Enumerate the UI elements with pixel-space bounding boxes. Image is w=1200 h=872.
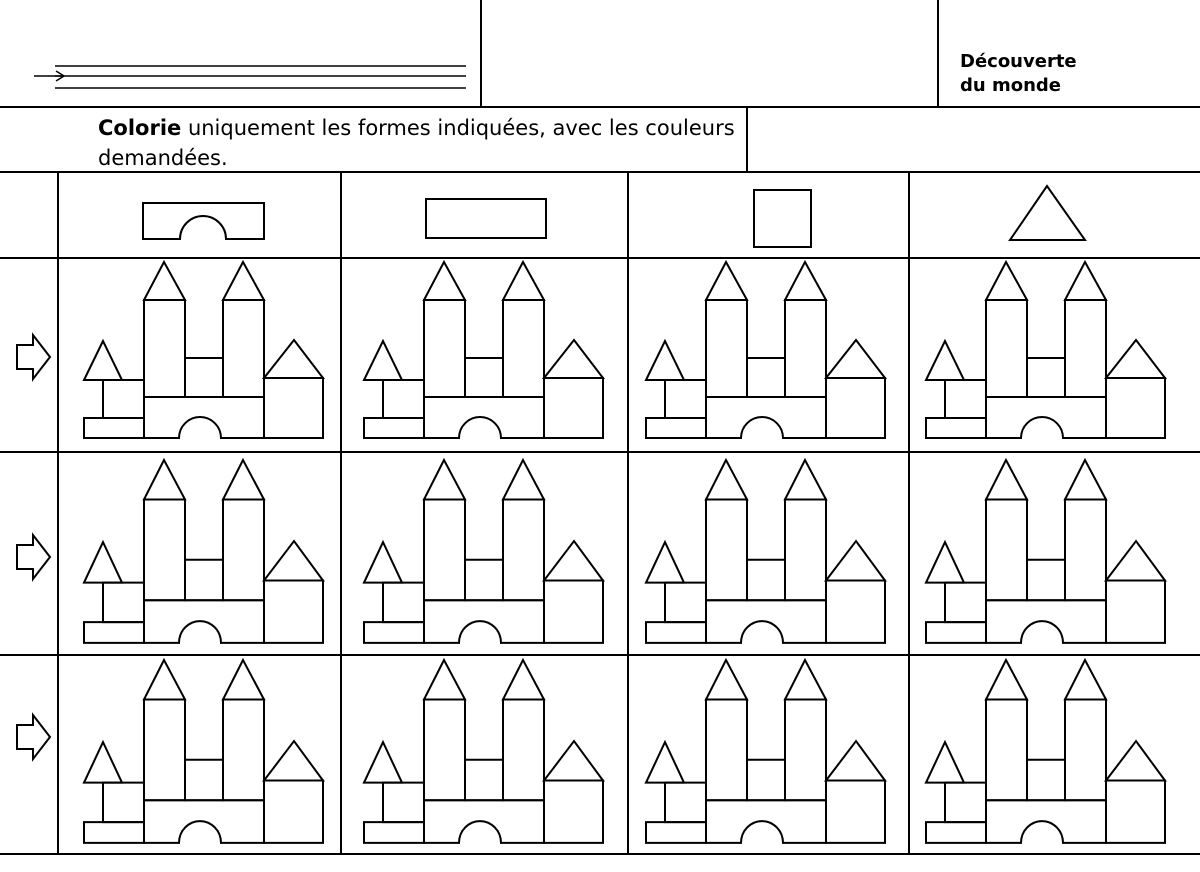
arrow-right-outline-icon [17,335,50,379]
block-castle-icon[interactable] [84,460,323,643]
block-castle-icon[interactable] [926,460,1165,643]
block-castle-icon[interactable] [364,262,603,438]
block-castle-icon[interactable] [646,262,885,438]
block-castle-icon[interactable] [926,262,1165,438]
instruction-bold: Colorie [98,116,182,140]
block-castle-icon[interactable] [646,660,885,843]
block-castle-icon[interactable] [646,460,885,643]
block-castle-icon[interactable] [364,660,603,843]
arrow-right-outline-icon [17,715,50,759]
block-castle-icon[interactable] [364,460,603,643]
subject-line-1: Découverte [960,51,1077,72]
instruction-rest: uniquement les formes indiquées, avec les couleurs demandées. [98,116,735,170]
block-castle-icon[interactable] [84,262,323,438]
block-castle-icon[interactable] [926,660,1165,843]
block-castle-icon[interactable] [84,660,323,843]
arrow-right-outline-icon [17,535,50,579]
subject-line-2: du monde [960,75,1061,96]
